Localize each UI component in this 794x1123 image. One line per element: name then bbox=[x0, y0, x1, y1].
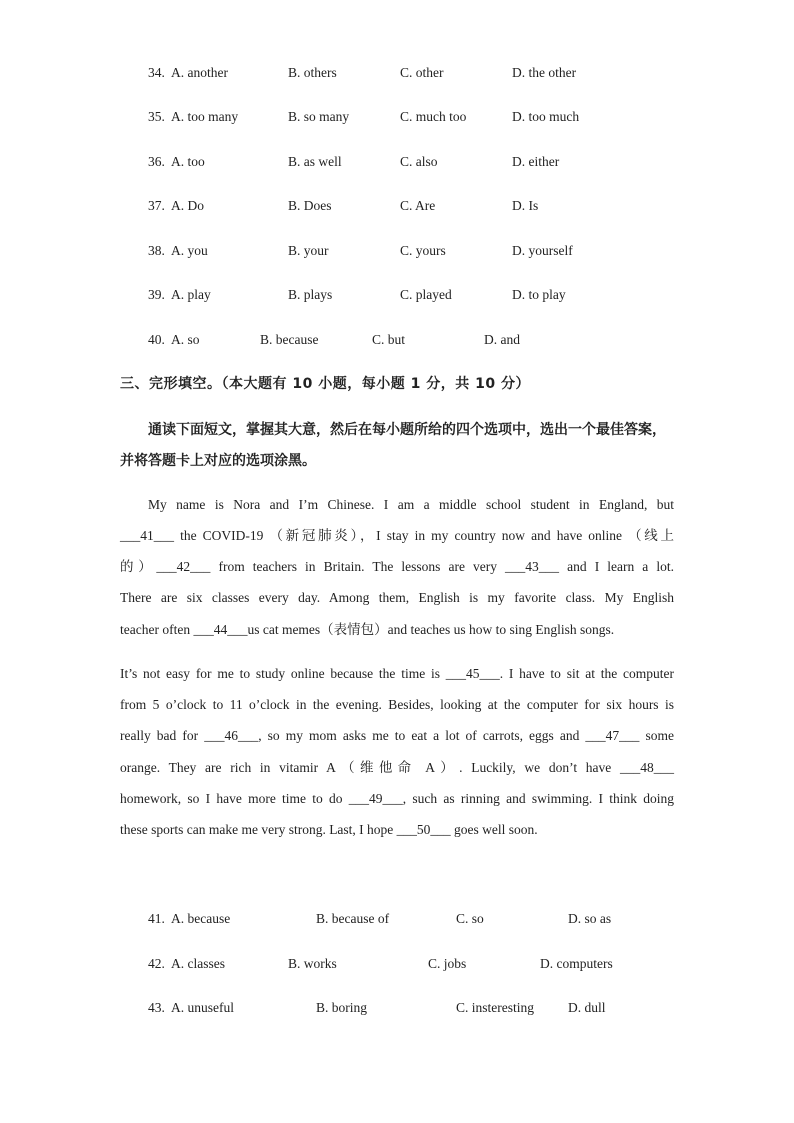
option-d: D. dull bbox=[568, 1000, 606, 1015]
option-a: A. another bbox=[171, 65, 228, 80]
option-c: C. so bbox=[456, 911, 484, 926]
option-a: A. too many bbox=[171, 109, 239, 124]
option-a: A. unuseful bbox=[171, 1000, 234, 1015]
option-d: D. so as bbox=[568, 911, 612, 926]
question-number: 37. bbox=[148, 198, 165, 213]
question-number: 38. bbox=[148, 243, 165, 258]
option-b: B. because of bbox=[316, 911, 390, 926]
option-b: B. Does bbox=[288, 198, 332, 213]
passage-line: really bad for ___46___, so my mom asks me to eat a lot of carrots, eggs and ___47___ some bbox=[120, 728, 674, 743]
option-d: D. either bbox=[512, 154, 560, 169]
section-title: 三、完形填空。（本大题有 10 小题，每小题 1 分，共 10 分） bbox=[120, 376, 530, 392]
option-b: B. boring bbox=[316, 1000, 368, 1015]
option-a: A. classes bbox=[171, 956, 225, 971]
option-c: C. other bbox=[400, 65, 444, 80]
option-c: C. yours bbox=[400, 243, 446, 258]
question-number: 36. bbox=[148, 154, 165, 169]
question-number: 41. bbox=[148, 911, 165, 926]
option-d: D. the other bbox=[512, 65, 577, 80]
question-number: 40. bbox=[148, 332, 165, 347]
question-number: 34. bbox=[148, 65, 165, 80]
option-a: A. too bbox=[171, 154, 205, 169]
passage-line: teacher often ___44___us cat memes（表情包）and teaches us how to sing English songs. bbox=[120, 622, 615, 637]
passage-line: 的）___42___ from teachers in Britain. The lessons are very ___43___ and I learn a lot. bbox=[120, 559, 674, 574]
section-instructions-line1: 通读下面短文，掌握其大意，然后在每小题所给的四个选项中，选出一个最佳答案， bbox=[148, 422, 666, 438]
question-number: 42. bbox=[148, 956, 165, 971]
option-b: B. others bbox=[288, 65, 337, 80]
option-b: B. plays bbox=[288, 287, 333, 302]
option-d: D. to play bbox=[512, 287, 566, 302]
option-a: A. because bbox=[171, 911, 231, 926]
passage-line: It’s not easy for me to study online because the time is ___45___. I have to sit at the computer bbox=[120, 666, 674, 681]
passage-line: My name is Nora and I’m Chinese. I am a middle school student in England, but bbox=[148, 497, 674, 512]
option-b: B. works bbox=[288, 956, 337, 971]
option-d: D. yourself bbox=[512, 243, 573, 258]
option-c: C. also bbox=[400, 154, 438, 169]
option-c: C. played bbox=[400, 287, 452, 302]
option-d: D. and bbox=[484, 332, 520, 347]
option-a: A. so bbox=[171, 332, 200, 347]
question-number: 43. bbox=[148, 1000, 165, 1015]
option-c: C. much too bbox=[400, 109, 467, 124]
question-number: 35. bbox=[148, 109, 165, 124]
option-c: C. but bbox=[372, 332, 406, 347]
passage-line: orange. They are rich in vitamir A（维他命 A）. Luckily, we don’t have ___48___ bbox=[120, 760, 674, 775]
question-number: 39. bbox=[148, 287, 165, 302]
option-d: D. computers bbox=[540, 956, 613, 971]
option-a: A. play bbox=[171, 287, 211, 302]
passage-line: There are six classes every day. Among them, English is my favorite class. My English bbox=[120, 590, 674, 605]
option-b: B. your bbox=[288, 243, 329, 258]
option-d: D. Is bbox=[512, 198, 539, 213]
option-b: B. because bbox=[260, 332, 319, 347]
option-a: A. Do bbox=[171, 198, 204, 213]
passage-line: these sports can make me very strong. Last, I hope ___50___ goes well soon. bbox=[120, 822, 538, 837]
option-a: A. you bbox=[171, 243, 208, 258]
option-b: B. as well bbox=[288, 154, 342, 169]
option-d: D. too much bbox=[512, 109, 580, 124]
passage-line: homework, so I have more time to do ___49___, such as rinning and swimming. I think doing bbox=[120, 791, 674, 806]
passage-line: ___41___ the COVID-19 （新冠肺炎），I stay in my country now and have online （线上 bbox=[120, 528, 674, 543]
option-c: C. insteresting bbox=[456, 1000, 534, 1015]
option-c: C. jobs bbox=[428, 956, 467, 971]
option-c: C. Are bbox=[400, 198, 436, 213]
option-b: B. so many bbox=[288, 109, 350, 124]
passage-line: from 5 o’clock to 11 o’clock in the evening. Besides, looking at the computer for six hours is bbox=[120, 697, 674, 712]
section-instructions-line2: 并将答题卡上对应的选项涂黑。 bbox=[120, 453, 316, 469]
